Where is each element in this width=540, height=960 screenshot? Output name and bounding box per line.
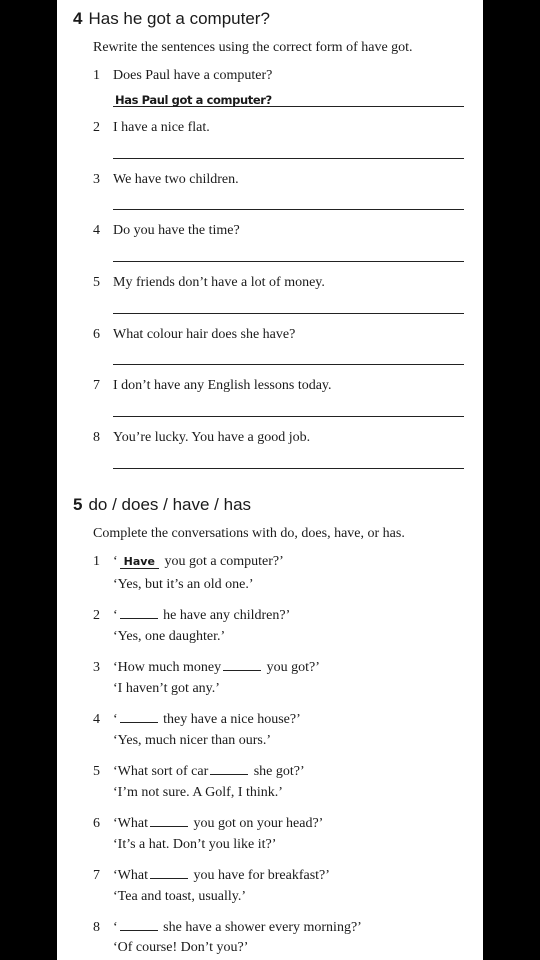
ex4-item-6: 6 What colour hair does she have? xyxy=(93,327,296,342)
exercise-4-heading xyxy=(73,9,270,29)
exercise-5-heading xyxy=(73,495,251,515)
blank-3[interactable] xyxy=(223,658,261,671)
ex5-reply-1: ‘Yes, but it’s an old one.’ xyxy=(113,577,254,592)
ex5-item-3: 3 ‘How much money you got?’ xyxy=(93,660,320,675)
answer-line-7[interactable] xyxy=(113,416,464,417)
ex4-item-4: 4 Do you have the time? xyxy=(93,223,240,238)
ex4-item-1: 1 Does Paul have a computer? xyxy=(93,68,273,83)
ex5-reply-7: ‘Tea and toast, usually.’ xyxy=(113,889,247,904)
blank-6[interactable] xyxy=(150,814,188,827)
ex5-reply-8: ‘Of course! Don’t you?’ xyxy=(113,940,249,955)
ex5-item-7: 7 ‘What you have for breakfast?’ xyxy=(93,868,330,883)
ex5-item-1: 1 ‘ Have you got a computer?’ xyxy=(93,554,284,569)
worksheet-page xyxy=(57,0,483,960)
exercise-5-title: do / does / have / has xyxy=(88,495,252,514)
ex5-reply-4: ‘Yes, much nicer than ours.’ xyxy=(113,733,271,748)
answer-line-6[interactable] xyxy=(113,364,464,365)
ex4-item-3: 3 We have two children. xyxy=(93,172,239,187)
answer-line-2[interactable] xyxy=(113,158,464,159)
exercise-4-instruction: Rewrite the sentences using the correct form of have got. xyxy=(93,40,413,55)
blank-5[interactable] xyxy=(210,762,248,775)
blank-8[interactable] xyxy=(120,918,158,931)
exercise-5-instruction: Complete the conversations with do, does, have, or has. xyxy=(93,526,405,541)
ex4-item-7: 7 I don’t have any English lessons today. xyxy=(93,378,332,393)
ex4-example-answer: Has Paul got a computer? xyxy=(115,93,272,107)
exercise-4-number: 4 xyxy=(73,9,83,28)
blank-7[interactable] xyxy=(150,866,188,879)
exercise-5-number: 5 xyxy=(73,495,83,514)
blank-2[interactable] xyxy=(120,606,158,619)
ex5-reply-3: ‘I haven’t got any.’ xyxy=(113,681,220,696)
ex5-item-8: 8 ‘ she have a shower every morning?’ xyxy=(93,920,362,935)
ex4-item-8: 8 You’re lucky. You have a good job. xyxy=(93,430,311,445)
ex5-item-6: 6 ‘What you got on your head?’ xyxy=(93,816,324,831)
answer-line-3[interactable] xyxy=(113,209,464,210)
ex5-item-4: 4 ‘ they have a nice house?’ xyxy=(93,712,301,727)
answer-line-5[interactable] xyxy=(113,313,464,314)
ex4-item-2: 2 I have a nice flat. xyxy=(93,120,210,135)
ex5-item-5: 5 ‘What sort of car she got?’ xyxy=(93,764,305,779)
exercise-4-title: Has he got a computer? xyxy=(88,9,270,28)
answer-line-8[interactable] xyxy=(113,468,464,469)
blank-4[interactable] xyxy=(120,710,158,723)
answer-line-1[interactable] xyxy=(113,106,464,107)
ex5-reply-5: ‘I’m not sure. A Golf, I think.’ xyxy=(113,785,283,800)
answer-line-4[interactable] xyxy=(113,261,464,262)
ex4-item-5: 5 My friends don’t have a lot of money. xyxy=(93,275,325,290)
ex5-reply-6: ‘It’s a hat. Don’t you like it?’ xyxy=(113,837,277,852)
ex5-item-2: 2 ‘ he have any children?’ xyxy=(93,608,291,623)
ex5-reply-2: ‘Yes, one daughter.’ xyxy=(113,629,226,644)
blank-1[interactable]: Have xyxy=(120,556,159,569)
